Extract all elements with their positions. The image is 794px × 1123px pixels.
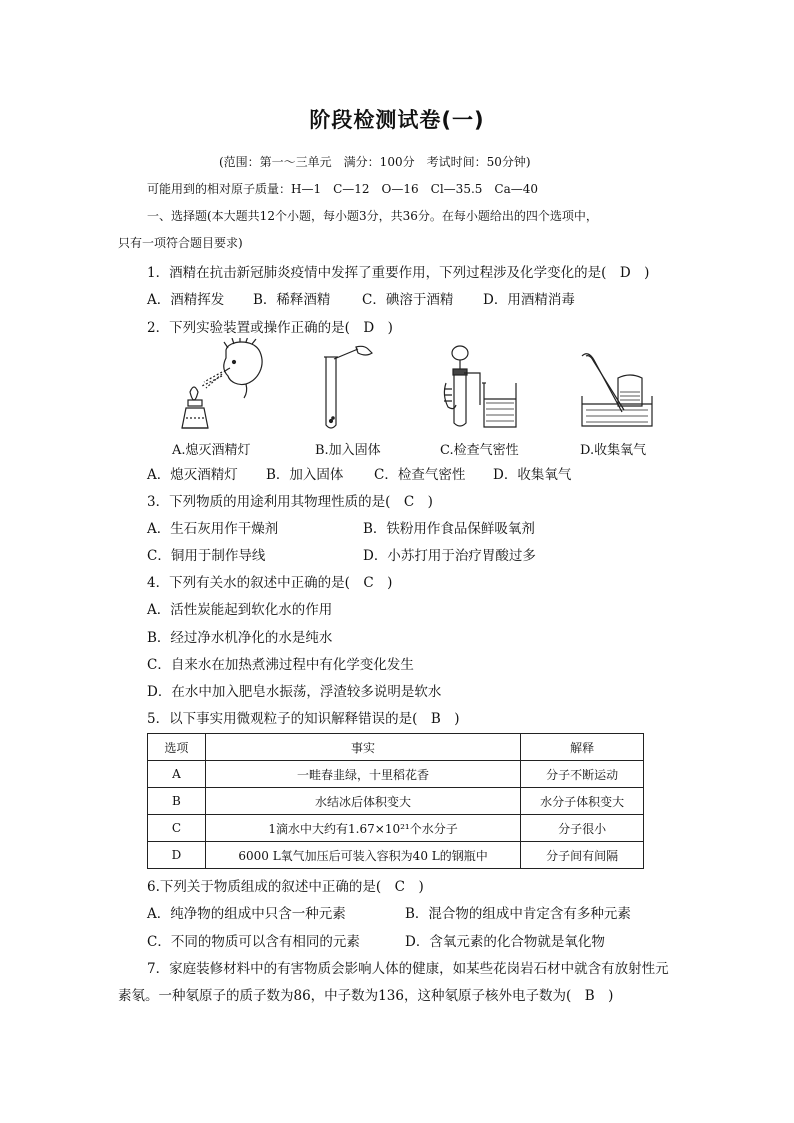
q3-option-d: D．小苏打用于治疗胃酸过多 bbox=[363, 548, 536, 564]
q2-option-d: D．收集氧气 bbox=[493, 467, 572, 483]
q7-stem-line2: 素氡。一种氡原子的质子数为86，中子数为136，这种氡原子核外电子数为( B ) bbox=[118, 988, 614, 1004]
table-cell: A bbox=[148, 761, 206, 788]
add-solid-figure bbox=[300, 345, 380, 431]
q5-stem: 5．以下事实用微观粒子的知识解释错误的是( B ) bbox=[147, 711, 460, 727]
table-cell: B bbox=[148, 788, 206, 815]
table-cell: 1滴水中大约有1.67×10²¹个水分子 bbox=[205, 815, 520, 842]
figure-caption-c: C.检查气密性 bbox=[440, 443, 519, 458]
q6-option-c: C．不同的物质可以含有相同的元素 bbox=[147, 934, 360, 950]
collect-oxygen-figure bbox=[578, 352, 656, 432]
table-cell: C bbox=[148, 815, 206, 842]
q1-option-d: D．用酒精消毒 bbox=[483, 292, 575, 308]
table-header-cell: 事实 bbox=[205, 734, 520, 761]
table-header-cell: 选项 bbox=[148, 734, 206, 761]
table-row bbox=[148, 788, 644, 815]
figure-caption-b: B.加入固体 bbox=[315, 443, 381, 458]
figure-caption-d: D.收集氧气 bbox=[580, 443, 647, 458]
q3-stem: 3．下列物质的用途利用其物理性质的是( C ) bbox=[147, 494, 433, 510]
table-row bbox=[148, 761, 644, 788]
q7-stem-line1: 7．家庭装修材料中的有害物质会影响人体的健康，如某些花岗岩石材中就含有放射性元 bbox=[147, 961, 669, 977]
q2-option-c: C．检查气密性 bbox=[374, 467, 466, 483]
q4-option-b: B．经过净水机净化的水是纯水 bbox=[147, 630, 333, 646]
q6-option-a: A．纯净物的组成中只含一种元素 bbox=[147, 906, 346, 922]
table-cell: 分子间有间隔 bbox=[521, 842, 644, 869]
q1-option-b: B．稀释酒精 bbox=[253, 292, 331, 308]
q4-stem: 4．下列有关水的叙述中正确的是( C ) bbox=[147, 575, 393, 591]
page-title: 阶段检测试卷(一) bbox=[309, 108, 485, 132]
table-header-cell: 解释 bbox=[521, 734, 644, 761]
table-cell: D bbox=[148, 842, 206, 869]
q4-option-a: A．活性炭能起到软化水的作用 bbox=[147, 602, 333, 618]
q4-option-c: C．自来水在加热煮沸过程中有化学变化发生 bbox=[147, 657, 414, 673]
q1-stem: 1．酒精在抗击新冠肺炎疫情中发挥了重要作用，下列过程涉及化学变化的是( D ) bbox=[147, 265, 650, 281]
q2-option-b: B．加入固体 bbox=[266, 467, 344, 483]
table-cell: 水结冰后体积变大 bbox=[205, 788, 520, 815]
q3-option-b: B．铁粉用作食品保鲜吸氧剂 bbox=[363, 521, 535, 537]
airtightness-check-figure bbox=[440, 343, 520, 433]
table-row bbox=[148, 815, 644, 842]
q6-stem: 6.下列关于物质组成的叙述中正确的是( C ) bbox=[147, 879, 424, 895]
atomic-masses: 可能用到的相对原子质量：H—1 C—12 O—16 Cl—35.5 Ca—40 bbox=[147, 182, 539, 196]
q3-option-a: A．生石灰用作干燥剂 bbox=[147, 521, 279, 537]
figure-caption-a: A.熄灭酒精灯 bbox=[172, 443, 251, 458]
q1-option-c: C．碘溶于酒精 bbox=[362, 292, 454, 308]
q2-option-a: A．熄灭酒精灯 bbox=[147, 467, 238, 483]
q3-option-c: C．铜用于制作导线 bbox=[147, 548, 266, 564]
table-cell: 分子很小 bbox=[521, 815, 644, 842]
q1-option-a: A．酒精挥发 bbox=[147, 292, 225, 308]
q2-stem: 2．下列实验装置或操作正确的是( D ) bbox=[147, 320, 393, 336]
table-cell: 分子不断运动 bbox=[521, 761, 644, 788]
section-heading-line1: 一、选择题(本大题共12个小题，每小题3分，共36分。在每小题给出的四个选项中， bbox=[147, 209, 598, 223]
table-cell: 一畦春韭绿，十里稻花香 bbox=[205, 761, 520, 788]
q6-option-b: B．混合物的组成中肯定含有多种元素 bbox=[405, 906, 631, 922]
section-heading-line2: 只有一项符合题目要求) bbox=[118, 236, 243, 250]
table-row bbox=[148, 842, 644, 869]
q5-facts-table bbox=[147, 733, 644, 869]
blow-out-lamp-figure bbox=[168, 338, 278, 434]
q6-option-d: D．含氧元素的化合物就是氧化物 bbox=[405, 934, 605, 950]
table-header-row bbox=[148, 734, 644, 761]
q4-option-d: D．在水中加入肥皂水振荡，浮渣较多说明是软水 bbox=[147, 684, 442, 700]
exam-scope: (范围：第一～三单元 满分：100分 考试时间：50分钟) bbox=[219, 155, 531, 169]
table-cell: 6000 L氧气加压后可装入容积为40 L的钢瓶中 bbox=[205, 842, 520, 869]
table-cell: 水分子体积变大 bbox=[521, 788, 644, 815]
